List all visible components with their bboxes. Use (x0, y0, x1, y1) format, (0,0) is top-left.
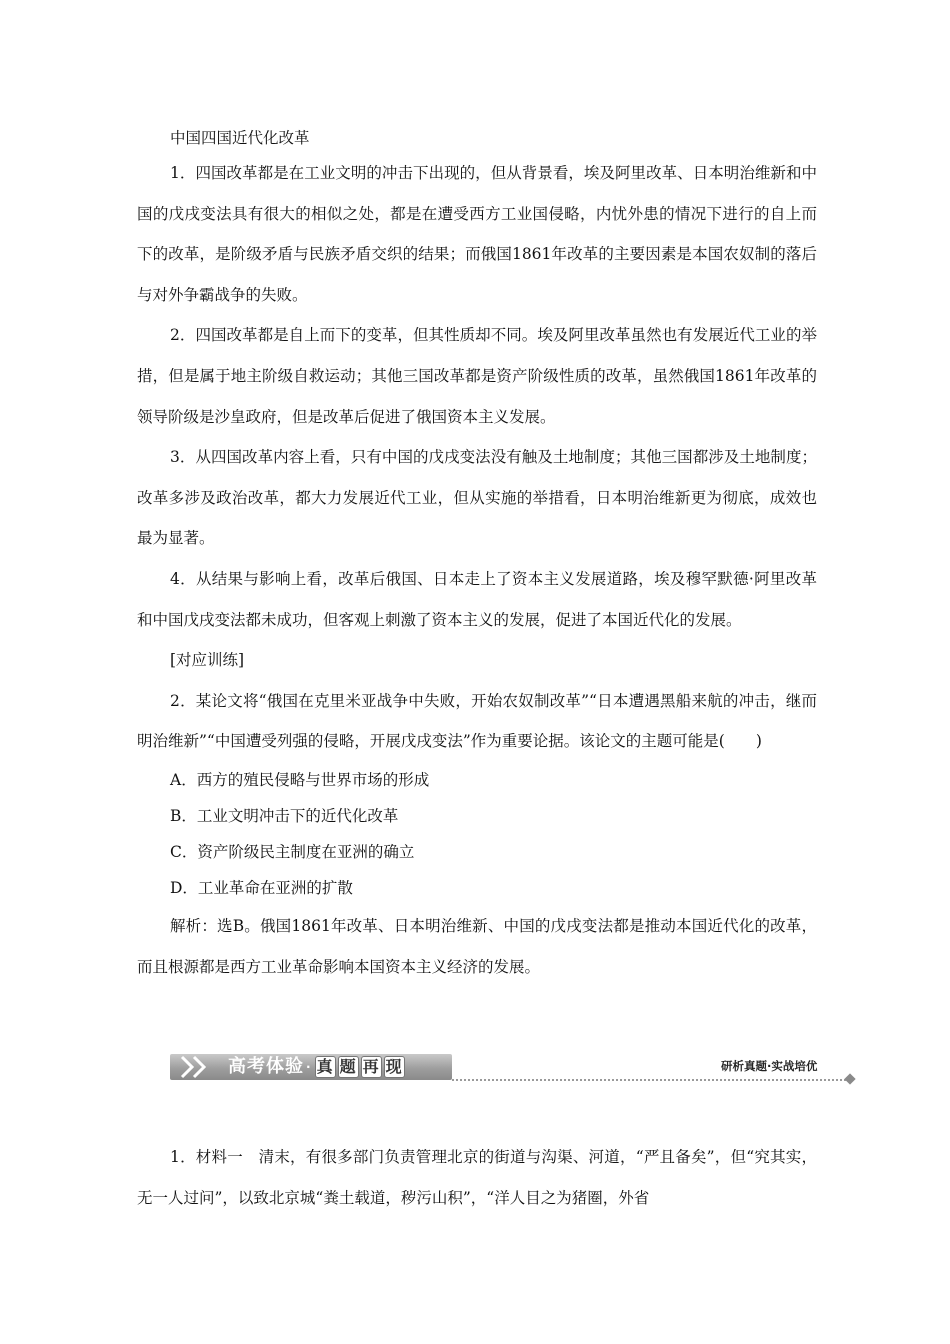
banner-char-4: 现 (385, 1057, 403, 1076)
banner-char-3: 再 (362, 1057, 380, 1076)
diamond-icon (844, 1073, 855, 1084)
point-2: 2．四国改革都是自上而下的变革，但其性质却不同。埃及阿里改革虽然也有发展近代工业的举措，但是属于地主阶级自救运动；其他三国改革都是资产阶级性质的改革，虽然俄国1861年改革的领导阶级是沙皇政府，但是改革后促进了俄国资本主义发展。 (137, 326, 817, 426)
section-banner (170, 1051, 862, 1085)
banner-title-main: 高考体验 (228, 1056, 304, 1077)
analysis: 解析：选B。俄国1861年改革、日本明治维新、中国的戊戌变法都是推动本国近代化的改革，而且根源都是西方工业革命影响本国资本主义经济的发展。 (137, 916, 817, 976)
exercise-label: [对应训练] (170, 651, 245, 670)
banner-right-text: 研析真题·实战培优 (721, 1059, 818, 1073)
double-chevron-icon (176, 1054, 222, 1080)
point-1: 1．四国改革都是在工业文明的冲击下出现的，但从背景看，埃及阿里改革、日本明治维新和中国的戊戌变法具有很大的相似之处，都是在遭受西方工业国侵略，内忧外患的情况下进行的自上而下的改革，是阶级矛盾与民族矛盾交织的结果；而俄国1861年改革的主要因素是本国农奴制的落后与对外争霸战争的失败。 (137, 164, 817, 304)
banner-char-2: 题 (339, 1057, 357, 1076)
point-3: 3．从四国改革内容上看，只有中国的戊戌变法没有触及土地制度；其他三国都涉及土地制度；改革多涉及政治改革，都大力发展近代工业，但从实施的举措看，日本明治维新更为彻底，成效也最为显著。 (137, 448, 817, 548)
banner-dot: · (306, 1060, 312, 1074)
material-text: 1．材料一 清末，有很多部门负责管理北京的街道与沟渠、河道，“严且备矣”，但“究其实，无一人过问”，以致北京城“粪土载道，秽污山积”，“洋人目之为猪圈，外省 (137, 1148, 817, 1207)
banner-title (228, 1054, 406, 1080)
exercise-question: 2．某论文将“俄国在克里米亚战争中失败，开始农奴制改革”“日本遭遇黑船来航的冲击，继而明治维新”“中国遭受列强的侵略，开展戊戌变法”作为重要论据。该论文的主题可能是( ) (137, 691, 817, 751)
point-4: 4．从结果与影响上看，改革后俄国、日本走上了资本主义发展道路，埃及穆罕默德·阿里改革和中国戊戌变法都未成功，但客观上刺激了资本主义的发展，促进了本国近代化的发展。 (137, 569, 817, 629)
option-d: D．工业革命在亚洲的扩散 (170, 878, 353, 897)
option-a: A．西方的殖民侵略与世界市场的形成 (170, 770, 430, 789)
banner-dotted-line (452, 1079, 850, 1081)
option-c: C．资产阶级民主制度在亚洲的确立 (170, 842, 415, 861)
point-list (137, 153, 817, 987)
banner-char-1: 真 (316, 1057, 334, 1076)
option-b: B．工业文明冲击下的近代化改革 (170, 806, 399, 825)
section-heading: 中国四国近代化改革 (170, 129, 310, 147)
material-block (137, 1137, 817, 1218)
